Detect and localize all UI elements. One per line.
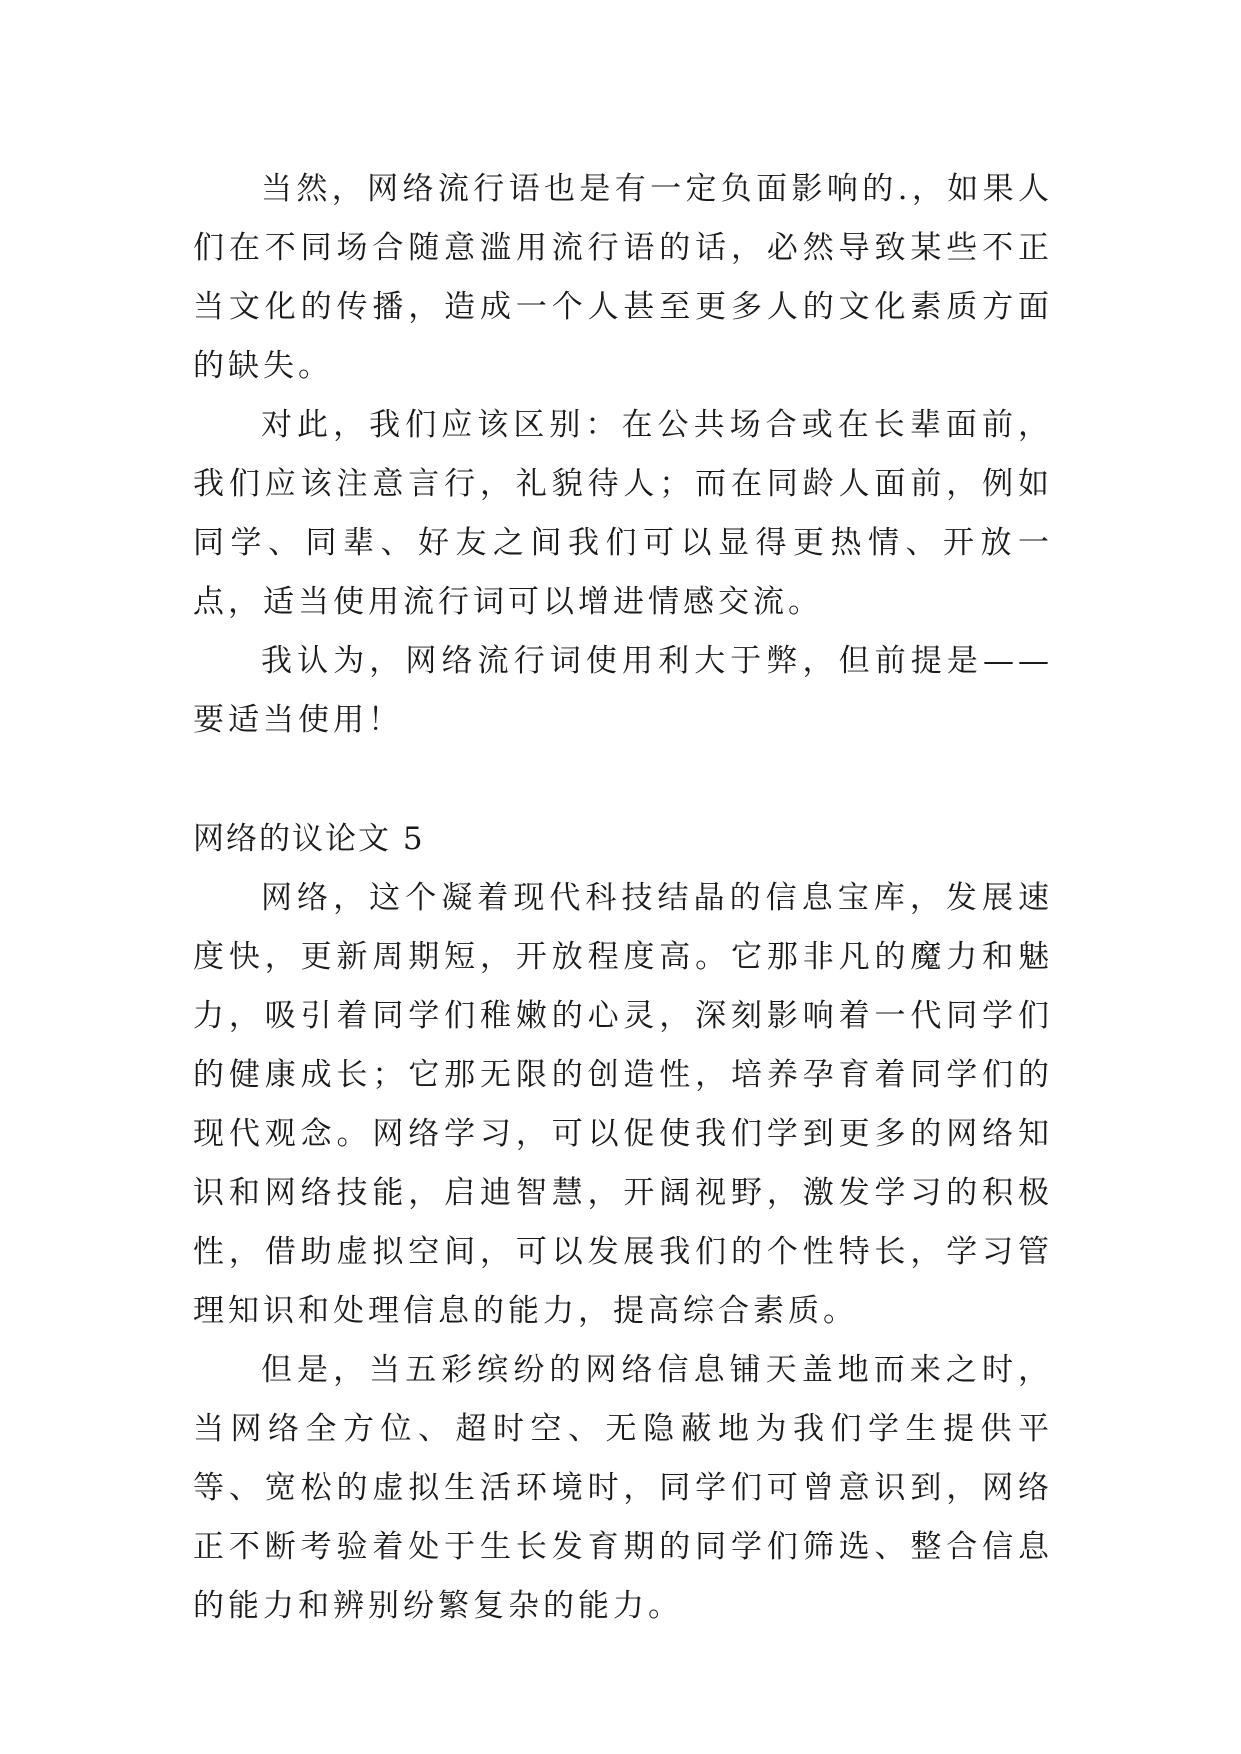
paragraph-distinction: 对此，我们应该区别：在公共场合或在长辈面前，我们应该注意言行，礼貌待人；而在同龄人面前，例如同学、同辈、好友之间我们可以显得更热情、开放一点，适当使用流行词可以增进情感交流。: [193, 407, 1053, 620]
paragraph-conclusion: 我认为，网络流行词使用利大于弊，但前提是——要适当使用！: [193, 643, 1053, 738]
paragraph-network-intro: 网络，这个凝着现代科技结晶的信息宝库，发展速度快，更新周期短，开放程度高。它那非凡的魔力和魅力，吸引着同学们稚嫩的心灵，深刻影响着一代同学们的健康成长；它那无限的创造性，培养孕育着同学们的现代观念。网络学习，可以促使我们学到更多的网络知识和网络技能，启迪智慧，开阔视野，激发学习的积极性，借助虚拟空间，可以发展我们的个性特长，学习管理知识和处理信息的能力，提高综合素质。: [193, 880, 1053, 1329]
paragraph-network-challenge: 但是，当五彩缤纷的网络信息铺天盖地而来之时，当网络全方位、超时空、无隐蔽地为我们学生提供平等、宽松的虚拟生活环境时，同学们可曾意识到，网络正不断考验着处于生长发育期的同学们筛选、整合信息的能力和辨别纷繁复杂的能力。: [193, 1352, 1053, 1624]
section-spacer: [193, 750, 1053, 810]
paragraph-negative-impact: 当然，网络流行语也是有一定负面影响的.，如果人们在不同场合随意滥用流行语的话，必然导致某些不正当文化的传播，造成一个人甚至更多人的文化素质方面的缺失。: [193, 171, 1053, 384]
section-title: 网络的议论文 5: [193, 821, 425, 857]
document-body: [193, 160, 1053, 1636]
